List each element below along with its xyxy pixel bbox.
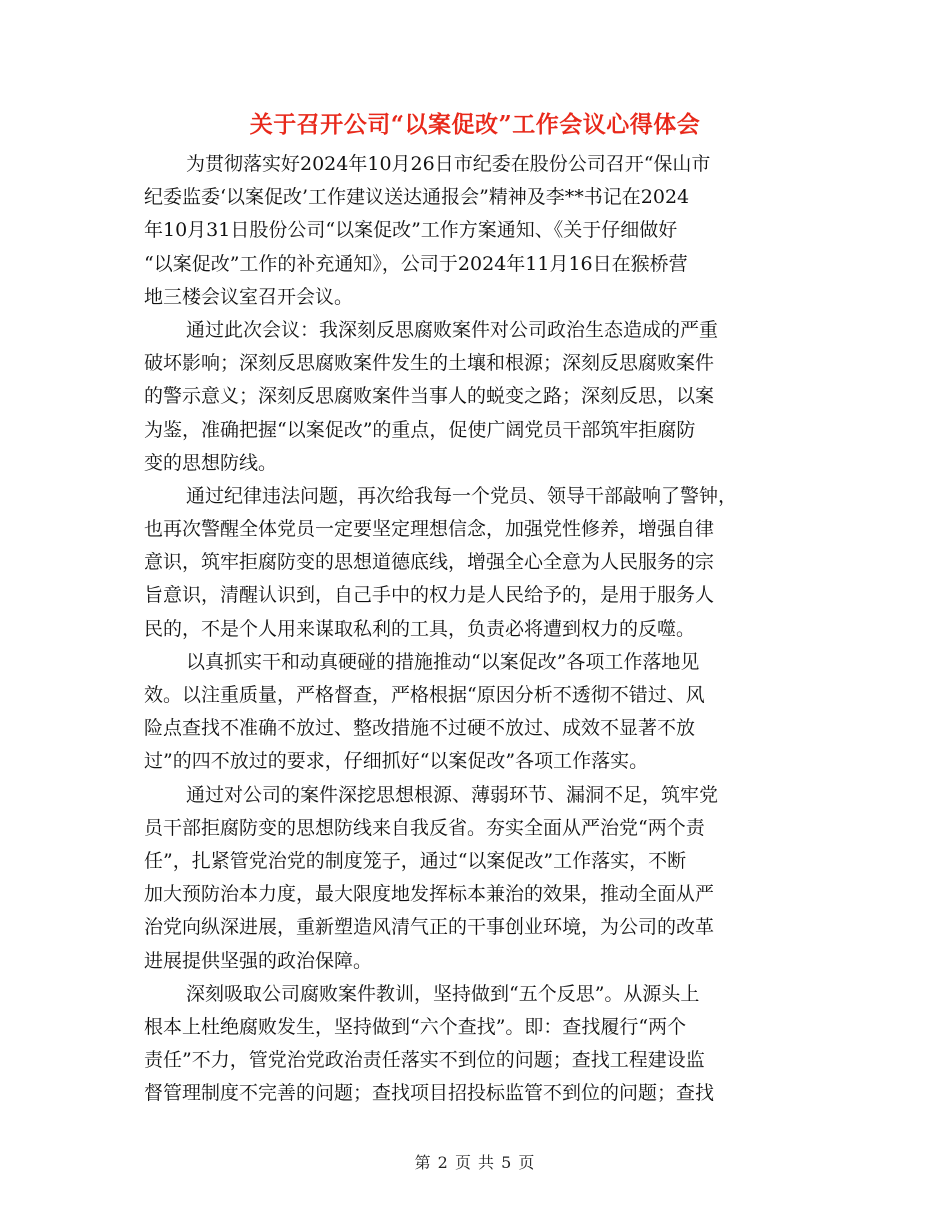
body-line: 效。以注重质量，严格督查，严格根据“原因分析不透彻不错过、风	[144, 684, 705, 706]
body-line: 治党向纵深进展，重新塑造风清气正的干事创业环境，为公司的改革	[144, 916, 715, 939]
body-line: 险点查找不准确不放过、整改措施不过硬不放过、成效不显著不放	[144, 717, 696, 740]
body-line: 以真抓实干和动真硬碰的措施推动“以案促改”各项工作落地见	[186, 650, 700, 673]
body-line: 纪委监委‘以案促改’工作建议送达通报会”精神及李**书记在2024	[144, 186, 690, 209]
document-body	[144, 148, 806, 1110]
body-line: 加大预防治本力度，最大限度地发挥标本兼治的效果，推动全面从严	[144, 883, 715, 906]
body-line: 通过纪律违法问题，再次给我每一个党员、领导干部敲响了警钟，	[186, 484, 738, 507]
body-line: 地三楼会议室召开会议。	[144, 285, 354, 308]
body-line: 民的，不是个人用来谋取私利的工具，负责必将遭到权力的反噬。	[144, 617, 696, 640]
body-line: 为贯彻落实好2024年10月26日市纪委在股份公司召开“保山市	[186, 153, 711, 175]
body-line: 旨意识，清醒认识到，自己手中的权力是人民给予的，是用于服务人	[144, 584, 715, 607]
document-title: 关于召开公司“以案促改”工作会议心得体会	[249, 111, 701, 138]
body-line: 年10月31日股份公司“以案促改”工作方案通知、《关于仔细做好	[144, 219, 678, 242]
page-footer: 第 2 页 共 5 页	[414, 1153, 536, 1172]
body-line: 通过对公司的案件深挖思想根源、薄弱环节、漏洞不足，筑牢党	[186, 783, 719, 806]
body-line: 员干部拒腐防变的思想防线来自我反省。夯实全面从严治党“两个责	[144, 816, 705, 839]
body-line: 破坏影响；深刻反思腐败案件发生的土壤和根源；深刻反思腐败案件	[144, 352, 715, 375]
body-line: 根本上杜绝腐败发生，坚持做到“六个查找”。即：查找履行“两个	[144, 1015, 687, 1038]
body-line: 变的思想防线。	[144, 451, 278, 474]
body-line: 也再次警醒全体党员一定要坚定理想信念，加强党性修养，增强自律	[144, 518, 715, 541]
body-line: 过”的四不放过的要求，仔细抓好“以案促改”各项工作落实。	[144, 750, 649, 773]
body-line: 深刻吸取公司腐败案件教训，坚持做到“五个反思”。从源头上	[186, 982, 700, 1005]
body-line: 为鉴，准确把握“以案促改”的重点，促使广阔党员干部筑牢拒腐防	[144, 418, 696, 441]
body-line: 意识，筑牢拒腐防变的思想道德底线，增强全心全意为人民服务的宗	[144, 551, 715, 574]
body-line: 责任”不力，管党治党政治责任落实不到位的问题；查找工程建设监	[144, 1049, 705, 1072]
body-line: 通过此次会议：我深刻反思腐败案件对公司政治生态造成的严重	[186, 318, 719, 341]
body-line: 任”，扎紧管党治党的制度笼子，通过“以案促改”工作落实，不断	[144, 849, 687, 872]
body-line: 督管理制度不完善的问题；查找项目招投标监管不到位的问题；查找	[144, 1082, 715, 1105]
body-line: 的警示意义；深刻反思腐败案件当事人的蜕变之路；深刻反思，以案	[144, 385, 715, 408]
body-line: 进展提供坚强的政治保障。	[144, 949, 373, 972]
body-line: “以案促改”工作的补充通知》，公司于2024年11月16日在猴桥营	[144, 252, 688, 275]
